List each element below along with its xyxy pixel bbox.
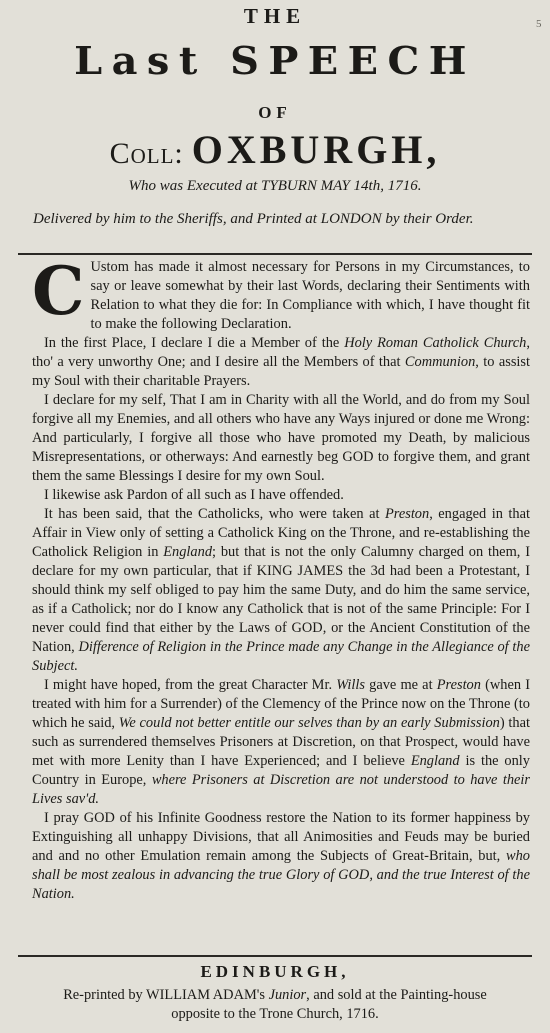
paragraph-7: I pray GOD of his Infinite Goodness restore the Nation to its former happiness by Extinguishing all unhappy Divisions, that all Animosities and Feuds may be buried and and no other Emulation remain among the Subjects of Great-Britain, but, who shall be most zealous in advancing the true Glory of GOD, and the true Interest of the Nation. bbox=[32, 810, 530, 902]
paragraph-5: It has been said, that the Catholicks, who were taken at Preston, engaged in that Affair in View only of setting a Catholick King on the Throne, and re-establishing the Catholick Religion in England; but that is not the only Calumny charged on them, I declare for my own particular, that if KING JAMES the 3d had been a Protestant, I should think my self obliged to pay him the same Duty, and do him the same service, as if a Catholick; nor do I know any Catholick that is not of the same Principle: For I never could find that either by the Laws of GOD, or the Ancient Constitution of the Nation, Difference of Religion in the Prince made any Change in the Allegiance of the Subject. bbox=[32, 506, 531, 674]
drop-cap: C bbox=[32, 252, 85, 330]
imprint-text: Re-printed by WILLIAM ADAM's Junior, and sold at the Painting-house opposite to the Trone Church, 1716. bbox=[63, 987, 487, 1022]
title-coll: Coll: bbox=[109, 137, 184, 170]
bottom-rule bbox=[18, 955, 532, 957]
imprint-city: EDINBURGH, bbox=[200, 962, 350, 981]
imprint-footer bbox=[0, 962, 550, 1024]
paragraph-6: I might have hoped, from the great Character Mr. Wills gave me at Preston (when I treated with him for a Surrender) of the Clemency of the Prince now on the Throne (to which he said, We could not better entitle our selves than by an early Submission) that such as surrendered themselves Prisoners at Discretion, on that Prospect, would have met with more Lenity than I have Experienced; and I believe England is the only Country in Europe, where Prisoners at Discretion are not understood to have their Lives sav'd. bbox=[32, 677, 531, 807]
execution-line: Who was Executed at TYBURN MAY 14th, 1716. bbox=[128, 178, 422, 194]
title-of: OF bbox=[258, 103, 292, 122]
paragraph-1: C Ustom has made it almost necessary for Persons in my Circumstances, to say or leave somewhat by their last Words, declaring their Sentiments with Relation to what they die for: In Compliance with which, I have thought fit to make the following Declaration. bbox=[32, 252, 530, 332]
title-surname: OXBURGH, bbox=[191, 127, 441, 172]
title-name bbox=[0, 126, 550, 173]
top-rule bbox=[18, 253, 532, 255]
title-the: THE bbox=[243, 4, 307, 28]
delivered-line: Delivered by him to the Sheriffs, and Printed at LONDON by their Order. bbox=[33, 211, 474, 227]
paragraph-3: I declare for my self, That I am in Charity with all the World, and do from my Soul forgive all my Enemies, and all others who have any Ways injured or done me Wrong: And particularly, I forgive all those who have promoted my Death, by malicious Misrepresentations, or otherways: And earnestly beg GOD to forgive them, and grant them the same Blessings I desire for my own Soul. bbox=[32, 392, 530, 484]
paragraph-2: In the first Place, I declare I die a Member of the Holy Roman Catholick Church, tho' a very unworthy One; and I desire all the Members of that Communion, to assist my Soul with their charitable Prayers. bbox=[32, 335, 531, 389]
paragraph-4: I likewise ask Pardon of all such as I have offended. bbox=[44, 487, 344, 503]
title-last-speech: Last SPEECH bbox=[74, 38, 476, 83]
corner-mark: 5 bbox=[536, 18, 542, 30]
speech-body bbox=[32, 252, 531, 904]
